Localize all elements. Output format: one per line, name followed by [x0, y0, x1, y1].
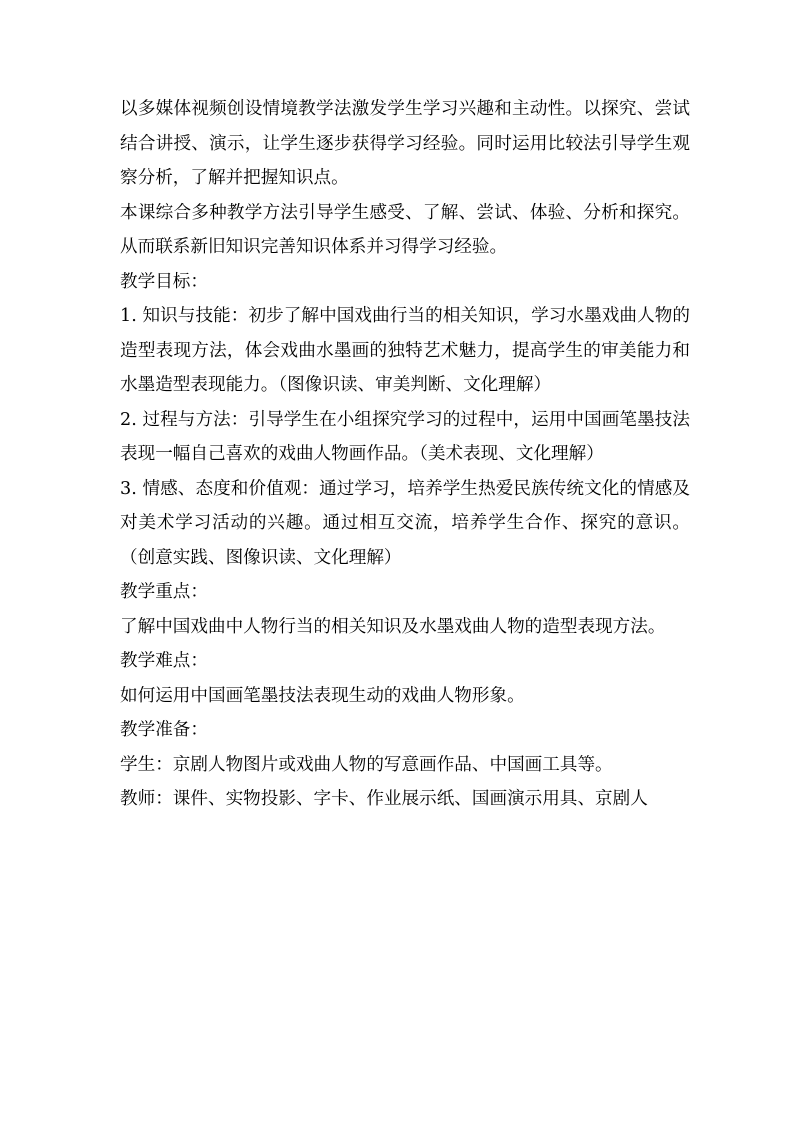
heading-teaching-objectives: 教学目标：	[120, 271, 208, 292]
objective-process-method: 2. 过程与方法：引导学生在小组探究学习的过程中，运用中国画笔墨技法表现一幅自己喜欢的戏曲人物画作品。（美术表现、文化理解）	[120, 409, 690, 464]
paragraph-method-summary: 本课综合多种教学方法引导学生感受、了解、尝试、体验、分析和探究。从而联系新旧知识完善知识体系并习得学习经验。	[120, 202, 690, 257]
heading-difficulties: 教学难点：	[120, 651, 208, 671]
objective-emotion-values: 3. 情感、态度和价值观：通过学习，培养学生热爱民族传统文化的情感及对美术学习活动的兴趣。通过相互交流，培养学生合作、探究的意识。（创意实践、图像识读、文化理解）	[120, 478, 690, 568]
paragraph-student-preparation: 学生：京剧人物图片或戏曲人物的写意画作品、中国画工具等。	[120, 754, 613, 775]
document-page	[120, 92, 690, 817]
heading-preparation: 教学准备：	[120, 720, 208, 740]
paragraph-teacher-preparation: 教师：课件、实物投影、字卡、作业展示纸、国画演示用具、京剧人	[120, 789, 648, 809]
heading-key-points: 教学重点：	[120, 582, 208, 602]
paragraph-difficulties: 如何运用中国画笔墨技法表现生动的戏曲人物形象。	[120, 685, 525, 706]
paragraph-teaching-method: 以多媒体视频创设情境教学法激发学生学习兴趣和主动性。以探究、尝试结合讲授、演示，让学生逐步获得学习经验。同时运用比较法引导学生观察分析，了解并把握知识点。	[120, 99, 690, 188]
objective-knowledge-skills: 1. 知识与技能：初步了解中国戏曲行当的相关知识，学习水墨戏曲人物的造型表现方法，体会戏曲水墨画的独特艺术魅力，提高学生的审美能力和水墨造型表现能力。（图像识读、审美判断、文化理解）	[120, 306, 690, 395]
paragraph-key-points: 了解中国戏曲中人物行当的相关知识及水墨戏曲人物的造型表现方法。	[120, 616, 666, 637]
